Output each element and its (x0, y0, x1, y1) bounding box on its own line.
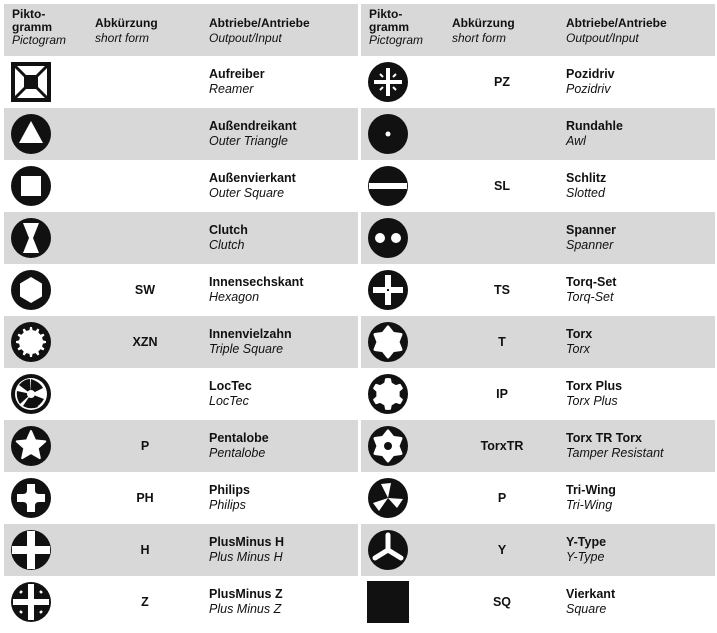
drive-name-en: Torx (566, 342, 590, 356)
drive-name-en: Outer Triangle (209, 134, 288, 148)
short-form: IP (496, 387, 508, 401)
torq-set-icon (367, 269, 409, 311)
table-row (361, 368, 715, 420)
triple-square-icon (10, 321, 52, 363)
drive-name (209, 535, 284, 565)
header-pictogram-en: Pictogram (369, 33, 424, 47)
drive-name-de: Philips (209, 483, 250, 497)
header-pictogram-de2: gramm (12, 20, 53, 34)
drive-name-de: Pozidriv (566, 67, 615, 81)
drive-name (566, 67, 615, 97)
drive-name (209, 119, 297, 149)
drive-name-en: Square (566, 602, 607, 616)
drive-name-en: Triple Square (209, 342, 284, 356)
drive-name-de: Innensechskant (209, 275, 304, 289)
drive-name (209, 379, 252, 409)
drive-name-de: Außenvierkant (209, 171, 296, 185)
table-row (361, 108, 715, 160)
slotted-icon (367, 165, 409, 207)
table-header (4, 4, 358, 56)
short-form: XZN (132, 335, 158, 349)
table-row (4, 576, 358, 628)
table-row (4, 212, 358, 264)
drive-name-de: Clutch (209, 223, 248, 237)
table-row (4, 420, 358, 472)
outer-triangle-icon (10, 113, 52, 155)
drive-name-en: Plus Minus H (209, 550, 283, 564)
drive-name-de: Rundahle (566, 119, 623, 133)
drive-name-en: Hexagon (209, 290, 260, 304)
table-row (4, 316, 358, 368)
table-row (361, 524, 715, 576)
drive-name-en: Torx Plus (566, 394, 618, 408)
short-form: P (497, 491, 507, 505)
reamer-icon (10, 61, 52, 103)
header-pictogram (12, 8, 66, 47)
drive-name (566, 535, 606, 565)
drive-name (566, 275, 616, 305)
torx-icon (367, 321, 409, 363)
drive-name (566, 431, 664, 461)
table-row (4, 524, 358, 576)
drive-name-en: Plus Minus Z (209, 602, 282, 616)
table-row (4, 56, 358, 108)
drive-name-de: Torx TR Torx (566, 431, 642, 445)
drive-name-de: Y-Type (566, 535, 607, 549)
drive-name-en: Reamer (209, 82, 254, 96)
drive-name-de: Torq-Set (566, 275, 617, 289)
short-form: SW (134, 283, 156, 297)
drive-name (566, 587, 615, 617)
header-drive-en: Outpout/Input (209, 31, 282, 45)
drive-name (209, 587, 283, 617)
spanner-icon (367, 217, 409, 259)
table-row (361, 576, 715, 628)
header-short-de: Abkürzung (95, 16, 158, 30)
drive-name-de: Torx Plus (566, 379, 623, 393)
header-short-en: short form (452, 31, 507, 45)
drive-name-de: Außendreikant (209, 119, 297, 133)
drive-name-en: Tamper Resistant (566, 446, 664, 460)
drive-name (209, 483, 250, 513)
short-form: T (498, 335, 506, 349)
drive-name-en: Torq-Set (566, 290, 614, 304)
short-form: SQ (492, 595, 512, 609)
short-form: SL (494, 179, 510, 193)
table-row (4, 472, 358, 524)
short-form: P (140, 439, 150, 453)
header-drive-de: Abtriebe/Antriebe (566, 16, 667, 30)
header-pictogram-de: Pikto- (369, 7, 403, 21)
torx-plus-icon (367, 373, 409, 415)
hexagon-icon (10, 269, 52, 311)
header-short-form (95, 16, 158, 46)
table-row (361, 160, 715, 212)
y-type-icon (367, 529, 409, 571)
table-row (361, 264, 715, 316)
short-form (95, 56, 195, 108)
left-table (4, 4, 358, 628)
plusminus-h-icon (10, 529, 52, 571)
header-pictogram-en: Pictogram (12, 33, 67, 47)
drive-name-en: Y-Type (566, 550, 605, 564)
drive-name-en: Slotted (566, 186, 605, 200)
header-pictogram-de2: gramm (369, 20, 410, 34)
drive-name-de: LocTec (209, 379, 252, 393)
short-form: H (140, 543, 150, 557)
right-table (361, 4, 715, 628)
drive-name-de: Schlitz (566, 171, 607, 185)
square-icon (367, 581, 409, 623)
drive-name-en: Awl (566, 134, 586, 148)
drive-name-en: Pozidriv (566, 82, 611, 96)
drive-name-en: Pentalobe (209, 446, 266, 460)
header-short-de: Abkürzung (452, 16, 515, 30)
outer-square-icon (10, 165, 52, 207)
drive-name-de: Innenvielzahn (209, 327, 292, 341)
drive-name (566, 327, 592, 357)
clutch-icon (10, 217, 52, 259)
short-form: PZ (494, 75, 510, 89)
plusminus-z-icon (10, 581, 52, 623)
drive-name (209, 327, 292, 357)
drive-name-en: LocTec (209, 394, 249, 408)
drive-name (566, 119, 623, 149)
header-drive-de: Abtriebe/Antriebe (209, 16, 310, 30)
drive-name-de: Vierkant (566, 587, 616, 601)
table-row (361, 212, 715, 264)
short-form (95, 368, 195, 420)
drive-name-de: Torx (566, 327, 593, 341)
short-form: Y (497, 543, 507, 557)
table-row (361, 420, 715, 472)
pentalobe-icon (10, 425, 52, 467)
philips-icon (10, 477, 52, 519)
table-header (361, 4, 715, 56)
short-form (452, 108, 552, 160)
table-row (4, 160, 358, 212)
drive-name-en: Spanner (566, 238, 614, 252)
header-drive (209, 16, 310, 46)
drive-name-en: Clutch (209, 238, 245, 252)
drive-name (209, 67, 265, 97)
loctec-icon (10, 373, 52, 415)
drive-name-en: Outer Square (209, 186, 285, 200)
drive-name (566, 171, 606, 201)
drive-name-de: PlusMinus H (209, 535, 285, 549)
short-form: TorxTR (480, 439, 524, 453)
short-form (452, 212, 552, 264)
drive-name-en: Tri-Wing (566, 498, 613, 512)
drive-name-de: Pentalobe (209, 431, 269, 445)
drive-name-en: Philips (209, 498, 246, 512)
tri-wing-icon (367, 477, 409, 519)
drive-name-de: Aufreiber (209, 67, 265, 81)
header-short-en: short form (95, 31, 150, 45)
header-drive (566, 16, 667, 46)
short-form: Z (141, 595, 149, 609)
header-short-form (452, 16, 515, 46)
drive-name-de: Spanner (566, 223, 617, 237)
short-form (95, 108, 195, 160)
table-row (361, 472, 715, 524)
drive-name-de: PlusMinus Z (209, 587, 283, 601)
table-row (4, 264, 358, 316)
drive-name-de: Tri-Wing (566, 483, 616, 497)
short-form (95, 160, 195, 212)
drive-name (209, 223, 248, 253)
table-row (4, 368, 358, 420)
table-row (361, 56, 715, 108)
awl-icon (367, 113, 409, 155)
pozidriv-icon (367, 61, 409, 103)
header-pictogram (369, 8, 423, 47)
torx-tr-icon (367, 425, 409, 467)
drive-name (566, 379, 622, 409)
drive-name (209, 431, 269, 461)
short-form: PH (136, 491, 154, 505)
drive-name (566, 483, 616, 513)
header-drive-en: Outpout/Input (566, 31, 639, 45)
drive-name (209, 171, 296, 201)
short-form (95, 212, 195, 264)
short-form: TS (494, 283, 510, 297)
header-pictogram-de: Pikto- (12, 7, 46, 21)
drive-name (566, 223, 616, 253)
drive-name (209, 275, 303, 305)
table-row (4, 108, 358, 160)
table-row (361, 316, 715, 368)
